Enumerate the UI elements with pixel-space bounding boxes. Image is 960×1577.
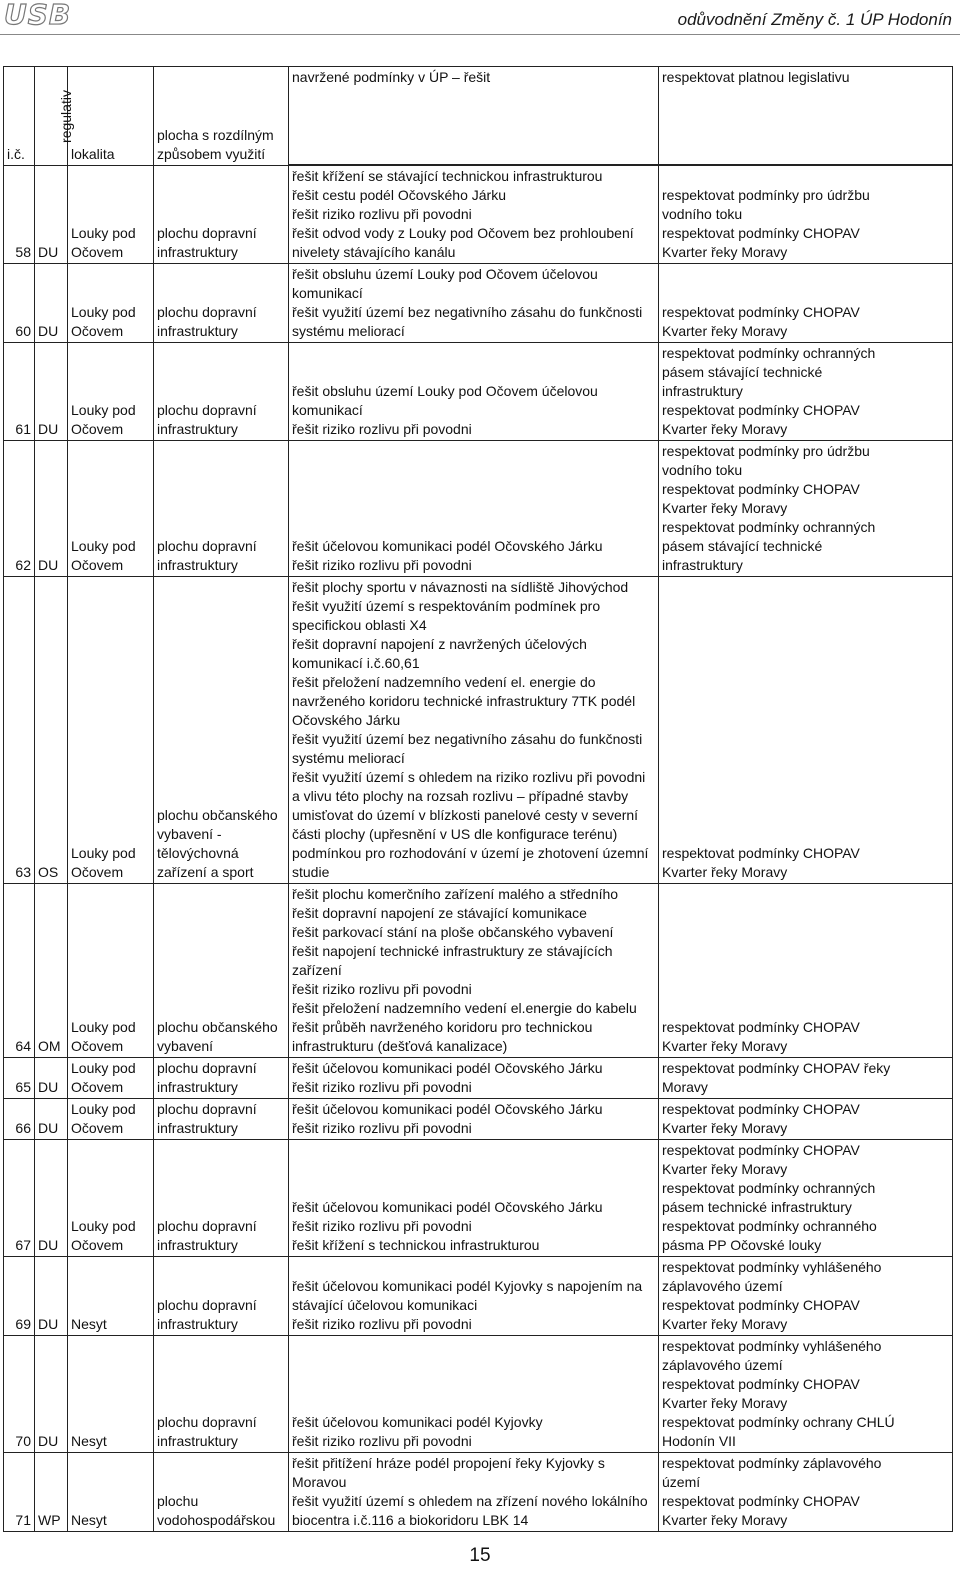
reseni-line: řešit přeložení nadzemního vedení el. energie do [292, 674, 596, 690]
reseni-line: podmínkou pro rozhodování v území je zhotovení územní [292, 845, 649, 861]
legislativa-line: Kvarter řeky Moravy [662, 1512, 788, 1528]
plocha-line: plochu dopravní [157, 1414, 257, 1430]
cell-ic: 60 [4, 264, 35, 343]
reseni-line: řešit účelovou komunikaci podél Očovského Járku [292, 538, 603, 554]
cell-plocha [154, 441, 289, 577]
reseni-line: infrastrukturu (dešťová kanalizace) [292, 1038, 508, 1054]
legislativa-line: Kvarter řeky Moravy [662, 1161, 788, 1177]
table-row [4, 884, 953, 1058]
plocha-line: infrastruktury [157, 323, 238, 339]
legislativa-line: respektovat podmínky vyhlášeného [662, 1259, 882, 1275]
reseni-line: řešit riziko rozlivu při povodni [292, 1120, 472, 1136]
cell-lokalita [68, 1336, 154, 1453]
reseni-line: řešit využití území s ohledem na zřízení nového lokálního [292, 1493, 648, 1509]
header-divider [0, 34, 960, 35]
reseni-line: řešit přitížení hráze podél propojení řeky Kyjovky s [292, 1455, 605, 1471]
col-header-plocha-line: plocha s rozdílným [157, 127, 274, 143]
reseni-line: řešit obsluhu území Louky pod Očovem účelovou [292, 383, 598, 399]
legislativa-line: respektovat podmínky pro údržbu [662, 187, 870, 203]
plocha-line: vybavení [157, 1038, 214, 1054]
cell-legislativa [659, 1257, 953, 1336]
reseni-line: studie [292, 864, 330, 880]
cell-reseni [289, 1257, 659, 1336]
legislativa-line: respektovat podmínky CHOPAV [662, 481, 860, 497]
cell-reseni [289, 1453, 659, 1532]
lokalita-line: Louky pod [71, 1060, 136, 1076]
cell-regulativ: DU [35, 264, 68, 343]
lokalita-line: Louky pod [71, 1218, 136, 1234]
legislativa-line: respektovat podmínky CHOPAV [662, 1019, 860, 1035]
reseni-line: řešit riziko rozlivu při povodni [292, 1079, 472, 1095]
reseni-line: řešit účelovou komunikaci podél Očovského Járku [292, 1199, 603, 1215]
legislativa-line: Hodonín VII [662, 1433, 736, 1449]
cell-legislativa [659, 1099, 953, 1140]
reseni-line: řešit účelovou komunikaci podél Kyjovky s napojením na [292, 1278, 643, 1294]
cell-lokalita [68, 264, 154, 343]
cell-ic: 64 [4, 884, 35, 1058]
legislativa-line: pásma PP Očovské louky [662, 1237, 822, 1253]
table-row [4, 441, 953, 577]
legislativa-line: vodního toku [662, 462, 743, 478]
cell-lokalita [68, 577, 154, 884]
legislativa-line: respektovat podmínky CHOPAV [662, 1493, 860, 1509]
reseni-line: řešit průběh navrženého koridoru pro technickou [292, 1019, 593, 1035]
usb-logo: USB [4, 0, 72, 31]
lokalita-line: Louky pod [71, 1019, 136, 1035]
plocha-line: vodohospodářskou [157, 1512, 276, 1528]
cell-legislativa [659, 343, 953, 441]
table-row [4, 1140, 953, 1257]
reseni-line: navrženého koridoru technické infrastruktury 7TK podél [292, 693, 636, 709]
legislativa-line: respektovat podmínky CHOPAV [662, 1376, 860, 1392]
cell-lokalita [68, 1099, 154, 1140]
reseni-line: řešit napojení technické infrastruktury ze stávajících [292, 943, 613, 959]
plocha-line: plochu dopravní [157, 304, 257, 320]
cell-ic: 65 [4, 1058, 35, 1099]
reseni-line: zařízení [292, 962, 342, 978]
cell-plocha [154, 884, 289, 1058]
lokalita-line: Nesyt [71, 1316, 107, 1332]
legislativa-line: respektovat podmínky CHOPAV [662, 225, 860, 241]
lokalita-line: Louky pod [71, 402, 136, 418]
cell-reseni [289, 1140, 659, 1257]
reseni-line: řešit plochy sportu v návaznosti na sídliště Jihovýchod [292, 579, 629, 595]
regulation-table [3, 66, 953, 1532]
cell-plocha [154, 1257, 289, 1336]
reseni-line: komunikací i.č.60,61 [292, 655, 420, 671]
table-row [4, 1453, 953, 1532]
cell-legislativa [659, 166, 953, 264]
cell-plocha [154, 1140, 289, 1257]
cell-reseni [289, 166, 659, 264]
reseni-line: řešit riziko rozlivu při povodni [292, 1316, 472, 1332]
lokalita-line: Louky pod [71, 845, 136, 861]
cell-regulativ: DU [35, 1058, 68, 1099]
reseni-line: řešit riziko rozlivu při povodni [292, 206, 472, 222]
legislativa-line: Kvarter řeky Moravy [662, 323, 788, 339]
plocha-line: infrastruktury [157, 1120, 238, 1136]
reseni-line: řešit přeložení nadzemního vedení el.energie do kabelu [292, 1000, 637, 1016]
reseni-line: řešit plochu komerčního zařízení malého a středního [292, 886, 619, 902]
legislativa-line: respektovat podmínky vyhlášeného [662, 1338, 882, 1354]
reseni-line: řešit účelovou komunikaci podél Očovského Járku [292, 1101, 603, 1117]
cell-plocha [154, 264, 289, 343]
plocha-line: plochu občanského [157, 1019, 278, 1035]
cell-ic: 58 [4, 166, 35, 264]
reseni-line: systému meliorací [292, 323, 405, 339]
legislativa-line: Kvarter řeky Moravy [662, 244, 788, 260]
plocha-line: plochu dopravní [157, 538, 257, 554]
legislativa-line: respektovat podmínky ochrany CHLÚ [662, 1414, 895, 1430]
reseni-line: řešit účelovou komunikaci podél Očovského Járku [292, 1060, 603, 1076]
cell-ic: 67 [4, 1140, 35, 1257]
plocha-line: plochu dopravní [157, 1101, 257, 1117]
legislativa-line: Moravy [662, 1079, 708, 1095]
legislativa-line: území [662, 1474, 701, 1490]
lokalita-line: Louky pod [71, 304, 136, 320]
reseni-line: umisťovat do území v blízkosti panelové cesty v severní [292, 807, 639, 823]
reseni-line: stávající účelovou komunikaci [292, 1297, 478, 1313]
legislativa-line: infrastruktury [662, 383, 743, 399]
legislativa-line: respektovat podmínky CHOPAV řeky [662, 1060, 891, 1076]
table-header-row-top [4, 67, 953, 165]
cell-legislativa [659, 577, 953, 884]
cell-ic: 62 [4, 441, 35, 577]
lokalita-line: Nesyt [71, 1512, 107, 1528]
col-header-plocha-line: způsobem využití [157, 146, 266, 162]
cell-regulativ: OS [35, 577, 68, 884]
reseni-line: biocentra i.č.116 a biokoridoru LBK 14 [292, 1512, 529, 1528]
reseni-line: řešit křížení s technickou infrastrukturou [292, 1237, 540, 1253]
lokalita-line: Louky pod [71, 1101, 136, 1117]
table-row [4, 1257, 953, 1336]
plocha-line: vybavení - [157, 826, 222, 842]
cell-lokalita [68, 343, 154, 441]
legislativa-line: záplavového území [662, 1357, 783, 1373]
cell-lokalita [68, 1140, 154, 1257]
plocha-line: tělovýchovná [157, 845, 239, 861]
lokalita-line: Očovem [71, 1038, 124, 1054]
reseni-line: řešit využití území bez negativního zásahu do funkčnosti [292, 304, 643, 320]
table-row [4, 1099, 953, 1140]
cell-lokalita [68, 1257, 154, 1336]
cell-lokalita [68, 441, 154, 577]
cell-plocha [154, 1336, 289, 1453]
reseni-line: řešit cestu podél Očovského Járku [292, 187, 506, 203]
cell-plocha [154, 1453, 289, 1532]
cell-reseni [289, 441, 659, 577]
legislativa-line: Kvarter řeky Moravy [662, 1038, 788, 1054]
cell-regulativ: DU [35, 1336, 68, 1453]
col-header-regulativ [35, 67, 74, 166]
plocha-line: plochu dopravní [157, 1297, 257, 1313]
reseni-line: řešit využití území bez negativního zásahu do funkčnosti [292, 731, 643, 747]
cell-plocha [154, 577, 289, 884]
legislativa-line: respektovat podmínky CHOPAV [662, 1101, 860, 1117]
cell-ic: 71 [4, 1453, 35, 1532]
plocha-line: infrastruktury [157, 1079, 238, 1095]
legislativa-line: pásem technické infrastruktury [662, 1199, 852, 1215]
cell-ic: 69 [4, 1257, 35, 1336]
cell-regulativ: DU [35, 343, 68, 441]
reseni-line: Moravou [292, 1474, 347, 1490]
cell-reseni [289, 264, 659, 343]
col-header-plocha [154, 67, 289, 166]
cell-lokalita [68, 884, 154, 1058]
legislativa-line: respektovat podmínky CHOPAV [662, 845, 860, 861]
legislativa-line: respektovat podmínky CHOPAV [662, 1142, 860, 1158]
table-row [4, 343, 953, 441]
cell-regulativ: DU [35, 1140, 68, 1257]
cell-legislativa [659, 884, 953, 1058]
cell-ic: 63 [4, 577, 35, 884]
legislativa-line: infrastruktury [662, 557, 743, 573]
legislativa-line: pásem stávající technické [662, 364, 823, 380]
legislativa-line: pásem stávající technické [662, 538, 823, 554]
cell-legislativa [659, 1453, 953, 1532]
reseni-line: řešit využití území s respektováním podmínek pro [292, 598, 601, 614]
plocha-line: plochu dopravní [157, 1218, 257, 1234]
cell-reseni [289, 343, 659, 441]
reseni-line: a vlivu této plochy na rozsah rozlivu – případné stavby [292, 788, 629, 804]
plocha-line: infrastruktury [157, 557, 238, 573]
cell-regulativ: DU [35, 166, 68, 264]
cell-legislativa [659, 441, 953, 577]
document-title: odůvodnění Změny č. 1 ÚP Hodonín [677, 10, 952, 29]
legislativa-line: Kvarter řeky Moravy [662, 864, 788, 880]
lokalita-line: Očovem [71, 557, 124, 573]
legislativa-line: respektovat podmínky CHOPAV [662, 304, 860, 320]
legislativa-line: respektovat podmínky záplavového [662, 1455, 882, 1471]
lokalita-line: Očovem [71, 1079, 124, 1095]
plocha-line: infrastruktury [157, 244, 238, 260]
col-header-regulativ-label: regulativ [57, 90, 74, 143]
cell-ic: 66 [4, 1099, 35, 1140]
page-number: 15 [469, 1545, 491, 1566]
cell-ic: 70 [4, 1336, 35, 1453]
cell-regulativ: OM [35, 884, 68, 1058]
cell-reseni [289, 1058, 659, 1099]
cell-ic: 61 [4, 343, 35, 441]
table-row [4, 1058, 953, 1099]
plocha-line: plochu občanského [157, 807, 278, 823]
cell-reseni [289, 577, 659, 884]
lokalita-line: Nesyt [71, 1433, 107, 1449]
reseni-line: řešit účelovou komunikaci podél Kyjovky [292, 1414, 543, 1430]
cell-legislativa [659, 1336, 953, 1453]
legislativa-line: Kvarter řeky Moravy [662, 1395, 788, 1411]
cell-lokalita [68, 1453, 154, 1532]
reseni-line: řešit odvod vody z Louky pod Očovem bez prohloubení [292, 225, 634, 241]
lokalita-line: Očovem [71, 323, 124, 339]
lokalita-line: Louky pod [71, 225, 136, 241]
reseni-line: komunikací [292, 285, 363, 301]
reseni-line: řešit riziko rozlivu při povodni [292, 1218, 472, 1234]
cell-lokalita [68, 1058, 154, 1099]
legislativa-line: Kvarter řeky Moravy [662, 1120, 788, 1136]
cell-legislativa [659, 1058, 953, 1099]
table-row [4, 1336, 953, 1453]
reseni-line: řešit dopravní napojení z navržených účelových [292, 636, 587, 652]
legislativa-line: záplavového území [662, 1278, 783, 1294]
cell-regulativ: WP [35, 1453, 68, 1532]
legislativa-line: Kvarter řeky Moravy [662, 421, 788, 437]
reseni-line: řešit riziko rozlivu při povodni [292, 981, 472, 997]
legislativa-line: respektovat podmínky ochranných [662, 519, 876, 535]
lokalita-line: Očovem [71, 864, 124, 880]
cell-plocha [154, 343, 289, 441]
reseni-line: řešit riziko rozlivu při povodni [292, 557, 472, 573]
legislativa-line: respektovat podmínky ochranných [662, 1180, 876, 1196]
reseni-line: komunikací [292, 402, 363, 418]
plocha-line: plochu dopravní [157, 225, 257, 241]
cell-reseni [289, 884, 659, 1058]
col-header-legislativa: respektovat platnou legislativu [659, 67, 953, 165]
legislativa-line [662, 167, 949, 186]
plocha-line: zařízení a sport [157, 864, 254, 880]
reseni-line: řešit riziko rozlivu při povodni [292, 421, 472, 437]
legislativa-line: respektovat podmínky CHOPAV [662, 402, 860, 418]
reseni-line: systému meliorací [292, 750, 405, 766]
cell-lokalita [68, 166, 154, 264]
plocha-line: infrastruktury [157, 1237, 238, 1253]
table-row [4, 577, 953, 884]
reseni-line: Očovského Járku [292, 712, 401, 728]
legislativa-line: vodního toku [662, 206, 743, 222]
col-header-reseni: navržené podmínky v ÚP – řešit [289, 67, 659, 165]
cell-plocha [154, 1058, 289, 1099]
legislativa-line: Kvarter řeky Moravy [662, 1316, 788, 1332]
col-header-lokalita: lokalita [68, 67, 154, 166]
reseni-line: řešit dopravní napojení ze stávající komunikace [292, 905, 587, 921]
legislativa-line: respektovat podmínky ochranného [662, 1218, 877, 1234]
cell-reseni [289, 1099, 659, 1140]
cell-legislativa [659, 1140, 953, 1257]
reseni-line: řešit využití území s ohledem na riziko rozlivu při povodni [292, 769, 646, 785]
legislativa-line: respektovat podmínky ochranných [662, 345, 876, 361]
lokalita-line: Očovem [71, 421, 124, 437]
cell-plocha [154, 1099, 289, 1140]
cell-regulativ: DU [35, 1257, 68, 1336]
legislativa-line: Kvarter řeky Moravy [662, 500, 788, 516]
plocha-line: plochu [157, 1493, 199, 1509]
plocha-line: infrastruktury [157, 1433, 238, 1449]
table-row [4, 264, 953, 343]
reseni-line: řešit parkovací stání na ploše občanského vybavení [292, 924, 614, 940]
col-header-ic: i.č. [4, 67, 35, 166]
table-row [4, 166, 953, 264]
reseni-line: nivelety stávajícího kanálu [292, 244, 456, 260]
lokalita-line: Očovem [71, 244, 124, 260]
plocha-line: plochu dopravní [157, 402, 257, 418]
cell-plocha [154, 166, 289, 264]
cell-regulativ: DU [35, 441, 68, 577]
lokalita-line: Louky pod [71, 538, 136, 554]
plocha-line: infrastruktury [157, 421, 238, 437]
plocha-line: infrastruktury [157, 1316, 238, 1332]
legislativa-line: respektovat podmínky CHOPAV [662, 1297, 860, 1313]
reseni-line: řešit obsluhu území Louky pod Očovem účelovou [292, 266, 598, 282]
reseni-line: části plochy (upřesnění v US dle konfigurace terénu) [292, 826, 618, 842]
lokalita-line: Očovem [71, 1120, 124, 1136]
plocha-line: plochu dopravní [157, 1060, 257, 1076]
reseni-line: řešit křížení se stávající technickou infrastrukturou [292, 168, 603, 184]
cell-regulativ: DU [35, 1099, 68, 1140]
lokalita-line: Očovem [71, 1237, 124, 1253]
reseni-line: specifickou oblasti X4 [292, 617, 427, 633]
legislativa-line: respektovat podmínky pro údržbu [662, 443, 870, 459]
cell-reseni [289, 1336, 659, 1453]
cell-legislativa [659, 264, 953, 343]
reseni-line: řešit riziko rozlivu při povodni [292, 1433, 472, 1449]
